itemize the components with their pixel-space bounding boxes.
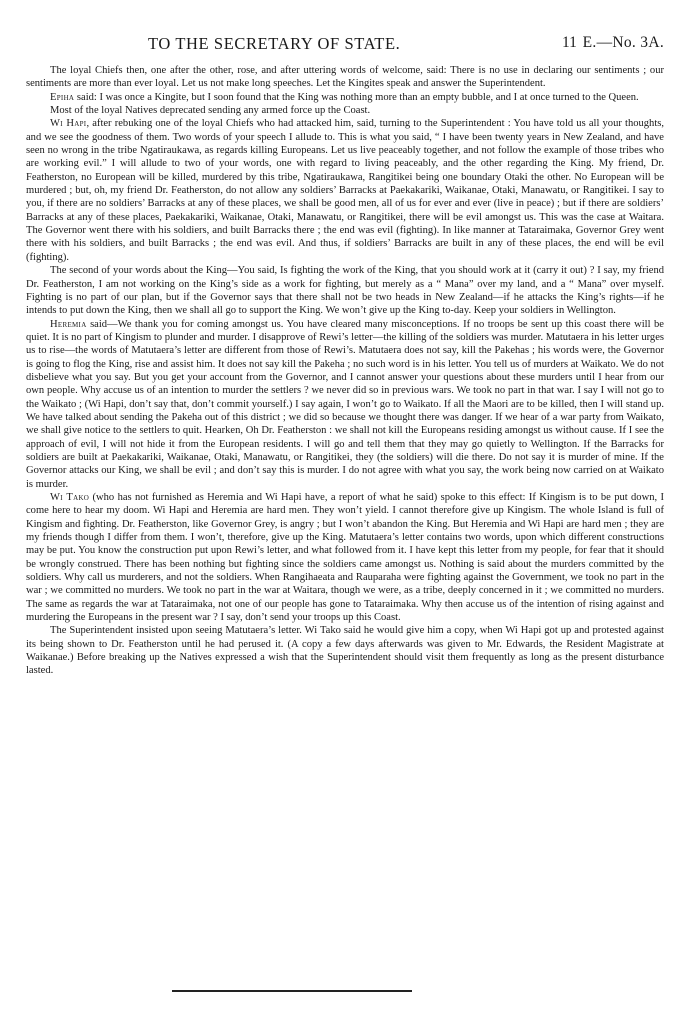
speaker-name: Heremia (50, 318, 87, 330)
paragraph-5 (26, 264, 664, 317)
paragraph-7 (26, 491, 664, 624)
paragraph-text: The Superintendent insisted upon seeing Matutaera’s letter. Wi Tako said he would give him a copy, when Wi Hapi got up and protested against its being shown to Dr. Featherston until he had perused it. (A copy a few days afterwards was given to Mr. Edwards, the Resident Magistrate at Waikanae.) Before breaking up the Natives expressed a wish that the Superintendent should visit them frequently as long as the present disturbance lasted. (26, 625, 664, 677)
paragraph-text: The second of your words about the King—You said, Is fighting the work of the King, that you should work at it (carry it out) ? I say, my friend Dr. Featherston, I am not working on the King’s side as a work for fighting, but merely as a “ Mana” over my land, and a “ Mana” over myself. Fighting is no part of our plan, but if the Governor says that there shall not be two heads in New Zealand—if he attacks the King’s rights—if he intends to put down the King, then we shall all go to support the King. We won’t give up the King to-day. Keep your soldiers in Wellington. (26, 265, 664, 317)
paragraph-4 (26, 117, 664, 264)
paragraph-text: said—We thank you for coming amongst us. You have cleared many misconceptions. If no troops be sent up this coast there will be quiet. It is no part of Kingism to plunder and murder. I disapprove of Rewi’s letter—the killing of the soldiers was murder. Matutaera in his letter urges us to rise—the words of Matutaera’s letter are different from those of Rewi’s. Matutaera does not say, kill the Pakehas ; his words were, the Governor is going to flog the King, rise and assist him. It does not say kill the Pakeha ; no such word is in his letter. You tell us of murders at Waikato. We do not disbelieve what you say. But you get your account from the Governor, and I cannot answer your questions about these murders until I hear from our own people. Why accuse us of an intention to murder the settlers ? we never did so in previous wars. We took no part in that war. I say I will not go to the Waikato ; (Wi Hapi, don’t say that, don’t commit yourself.) I say again, I won’t go to Waikato. If all the Maori are to be killed, then I will stand up. We have talked about sending the Pakeha out of this district ; we did so because we thought there was danger. If we hear of a war party from Waikato, we shall give notice to the settlers to quit. Hearken, Oh Dr. Featherston : we shall not kill the Europeans residing amongst us without cause. If I see the approach of evil, I will not hide it from the European residents. I will go and tell them that they may go quietly to Wellington. If the Barracks for soldiers are built at Paekakariki, Waikanae, Otaki, Manawatu, or Rangitikei, they (the soldiers) will die there. Do not say it is murder of mine. If the Governor attacks our King, we shall be evil ; and don’t say this is murder. I do not agree with what you say, the work being now carried on at Waikato is murder. (26, 318, 664, 490)
body-text (26, 64, 664, 678)
paragraph-6 (26, 318, 664, 491)
speaker-name: Epiha (50, 91, 75, 103)
end-rule (172, 990, 412, 992)
document-reference: E.—No. 3A. (582, 34, 664, 51)
paragraph-1 (26, 64, 664, 91)
speaker-name: Wi Tako (50, 492, 90, 503)
paragraph-3 (26, 104, 664, 117)
speaker-name: Wi Hapi (50, 118, 87, 130)
page-number: 11 (562, 34, 577, 51)
paragraph-text: said: I was once a Kingite, but I soon found that the King was nothing more than an empty bubble, and I at once turned to the Queen. (74, 91, 639, 103)
paragraph-2 (26, 91, 664, 104)
paragraph-text: , after rebuking one of the loyal Chiefs who had attacked him, said, turning to the Superintendent : You have told us all your thoughts, and we see the goodness of them. Two words of your speech I allude to. This is what you said, “ I have been twenty years in New Zealand, and have seen no wrong in the tribe Ngatiraukawa, as regards killing Europeans. Let us live peaceably together, and not follow the example of those tribes who are working evil.” I will allude to two of your words, one with regard to living peaceably, and the other regarding the King. My friend, Dr. Featherston, no European will be killed, murdered by this tribe, Ngatiraukawa, Rangitikei being one boundary Otaki the other. No European will be murdered ; but, oh, my friend Dr. Featherston, do not allow any soldiers’ Barracks at Paekakariki, Waikanae, Otaki, Manawatu, or Rangitikei. I say to you, if there are no soldiers’ Barracks at any of these places, we shall be good men, all of us for ever and ever (live in peace) ; but if there are soldiers’ Barracks at any of these places, Paekakariki, Waikanae, Otaki, Manawatu, or Rangitikei, there will be evil amongst us. This was the case at Waitara. The Governor went there with his soldiers, and built Barracks there ; the end was evil (fighting). In like manner at Tataraimaka, Governor Grey went there with his soldiers, and built Barracks ; the end was evil. And thus, if soldiers’ Barracks are built in any of these places, the end will be evil (fighting). (26, 118, 664, 263)
running-title: TO THE SECRETARY OF STATE. (148, 34, 401, 53)
paragraph-text: (who has not furnished as Heremia and Wi Hapi have, a report of what he said) spoke to this effect: If Kingism is to be put down, I come here to hear my doom. Wi Hapi and Heremia are hard men. They won’t yield. I cannot therefore give up Kingism. The whole Island is full of Kingism and fighting. Dr. Featherston, like Governor Grey, is angry ; but I won’t abandon the King. But Heremia and Wi Hapi are hard men ; they are my friends though I differ from them. I won’t, therefore, give up the King. Matutaera’s letter contains two words, upon which different constructions may be put. You know the construction put upon Rewi’s letter, and what followed from it. I have kept this letter from my people, for fear that it should be wrongly construed. There has been nothing but fighting since the soldiers came amongst us. Nothing is said about the murders committed by the soldiers. Why call us murderers, and not the soldiers. When Rangihaeata and Rauparaha were fighting against the Government, we took no part in the war ; we committed no murders. We took no part in the war at Waitara, though we were, as a tribe, deeply concerned in it ; we committed no murders. The same as regards the war at Tataraimaka, not one of our people has gone to Tataraimaka. Why then accuse us of the intention of rising against and murdering the Europeans in the present war ? I say, don’t send your troops up this Coast. (26, 492, 664, 624)
page-header (26, 34, 664, 56)
paragraph-text: Most of the loyal Natives deprecated sending any armed force up the Coast. (50, 105, 371, 117)
paragraph-text: The loyal Chiefs then, one after the other, rose, and after uttering words of welcome, said: There is no use in declaring our sentiments ; our sentiments are more than ever loyal. Let us not make long speeches. Let the Kingites speak and answer the Superintendent. (26, 65, 664, 90)
paragraph-8 (26, 624, 664, 677)
